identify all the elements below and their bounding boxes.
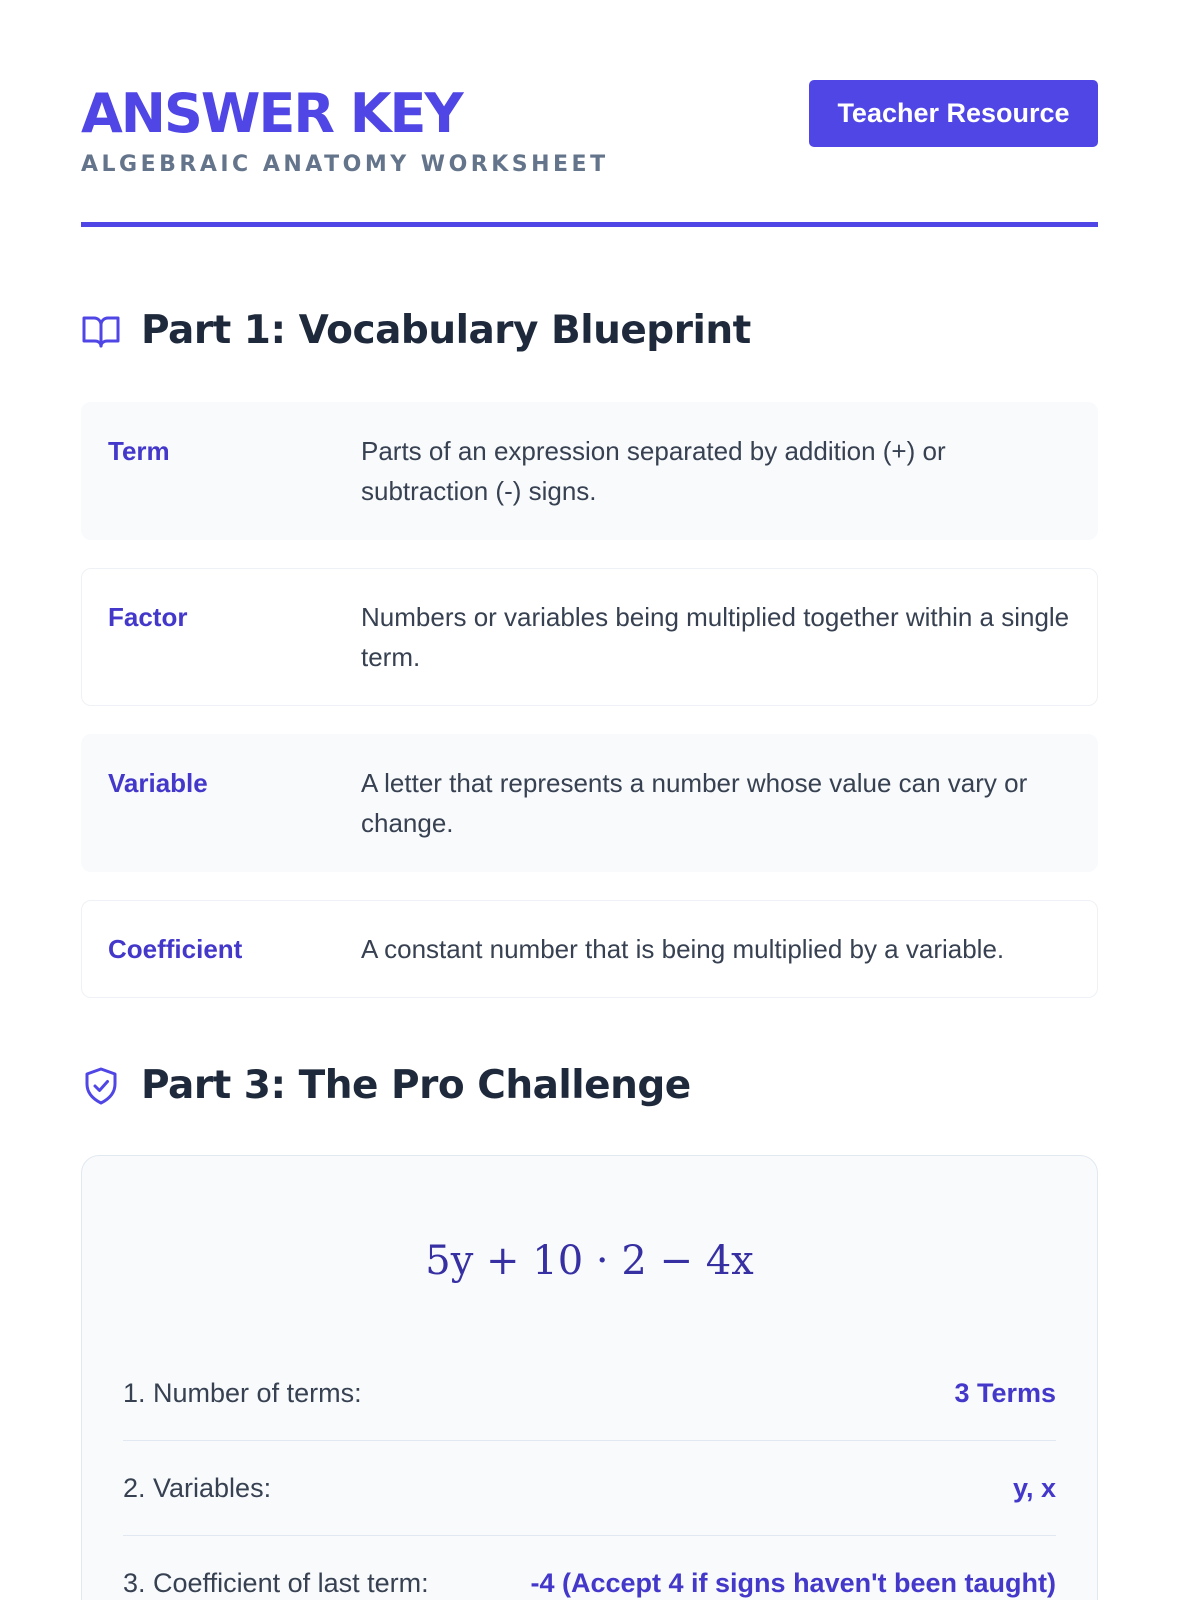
page-title: ANSWER KEY	[81, 82, 462, 145]
vocab-term: Variable	[108, 768, 208, 798]
vocab-card-variable	[81, 734, 1098, 872]
part1-title: Part 1: Vocabulary Blueprint	[141, 308, 751, 353]
vocab-definition: Parts of an expression separated by addition (+) or subtraction (-) signs.	[361, 436, 946, 506]
answer-question: 3. Coefficient of last term:	[123, 1567, 429, 1598]
part3-title: Part 3: The Pro Challenge	[141, 1063, 691, 1108]
answer-question: 1. Number of terms:	[123, 1377, 362, 1408]
page-subtitle: ALGEBRAIC ANATOMY WORKSHEET	[81, 152, 609, 177]
answer-row	[123, 1346, 1056, 1441]
vocab-card-factor	[81, 568, 1098, 706]
part1-heading	[81, 308, 751, 353]
answer-value: 3 Terms	[954, 1377, 1056, 1408]
answer-row	[123, 1441, 1056, 1536]
part3-heading	[81, 1063, 691, 1108]
book-open-icon	[81, 311, 121, 351]
challenge-expression: 5y + 10 · 2 − 4x	[425, 1238, 754, 1284]
answer-list	[123, 1346, 1056, 1600]
shield-check-icon	[81, 1066, 121, 1106]
teacher-resource-button[interactable]: Teacher Resource	[809, 80, 1098, 147]
vocab-card-coefficient	[81, 900, 1098, 998]
answer-question: 2. Variables:	[123, 1472, 272, 1503]
vocab-definition: A constant number that is being multiplied by a variable.	[361, 934, 1005, 964]
challenge-panel	[81, 1155, 1098, 1600]
answer-value: y, x	[1012, 1472, 1056, 1503]
vocab-term: Term	[108, 436, 170, 466]
answer-row	[123, 1536, 1056, 1600]
vocab-definition: A letter that represents a number whose value can vary or change.	[361, 768, 1028, 838]
vocab-term: Factor	[108, 602, 188, 632]
vocab-term: Coefficient	[108, 934, 243, 964]
vocab-card-term	[81, 402, 1098, 540]
vocab-definition: Numbers or variables being multiplied together within a single term.	[361, 602, 1070, 672]
vocabulary-list	[81, 402, 1098, 1026]
page-header	[81, 80, 1098, 227]
answer-value: -4 (Accept 4 if signs haven't been taught)	[530, 1567, 1056, 1598]
